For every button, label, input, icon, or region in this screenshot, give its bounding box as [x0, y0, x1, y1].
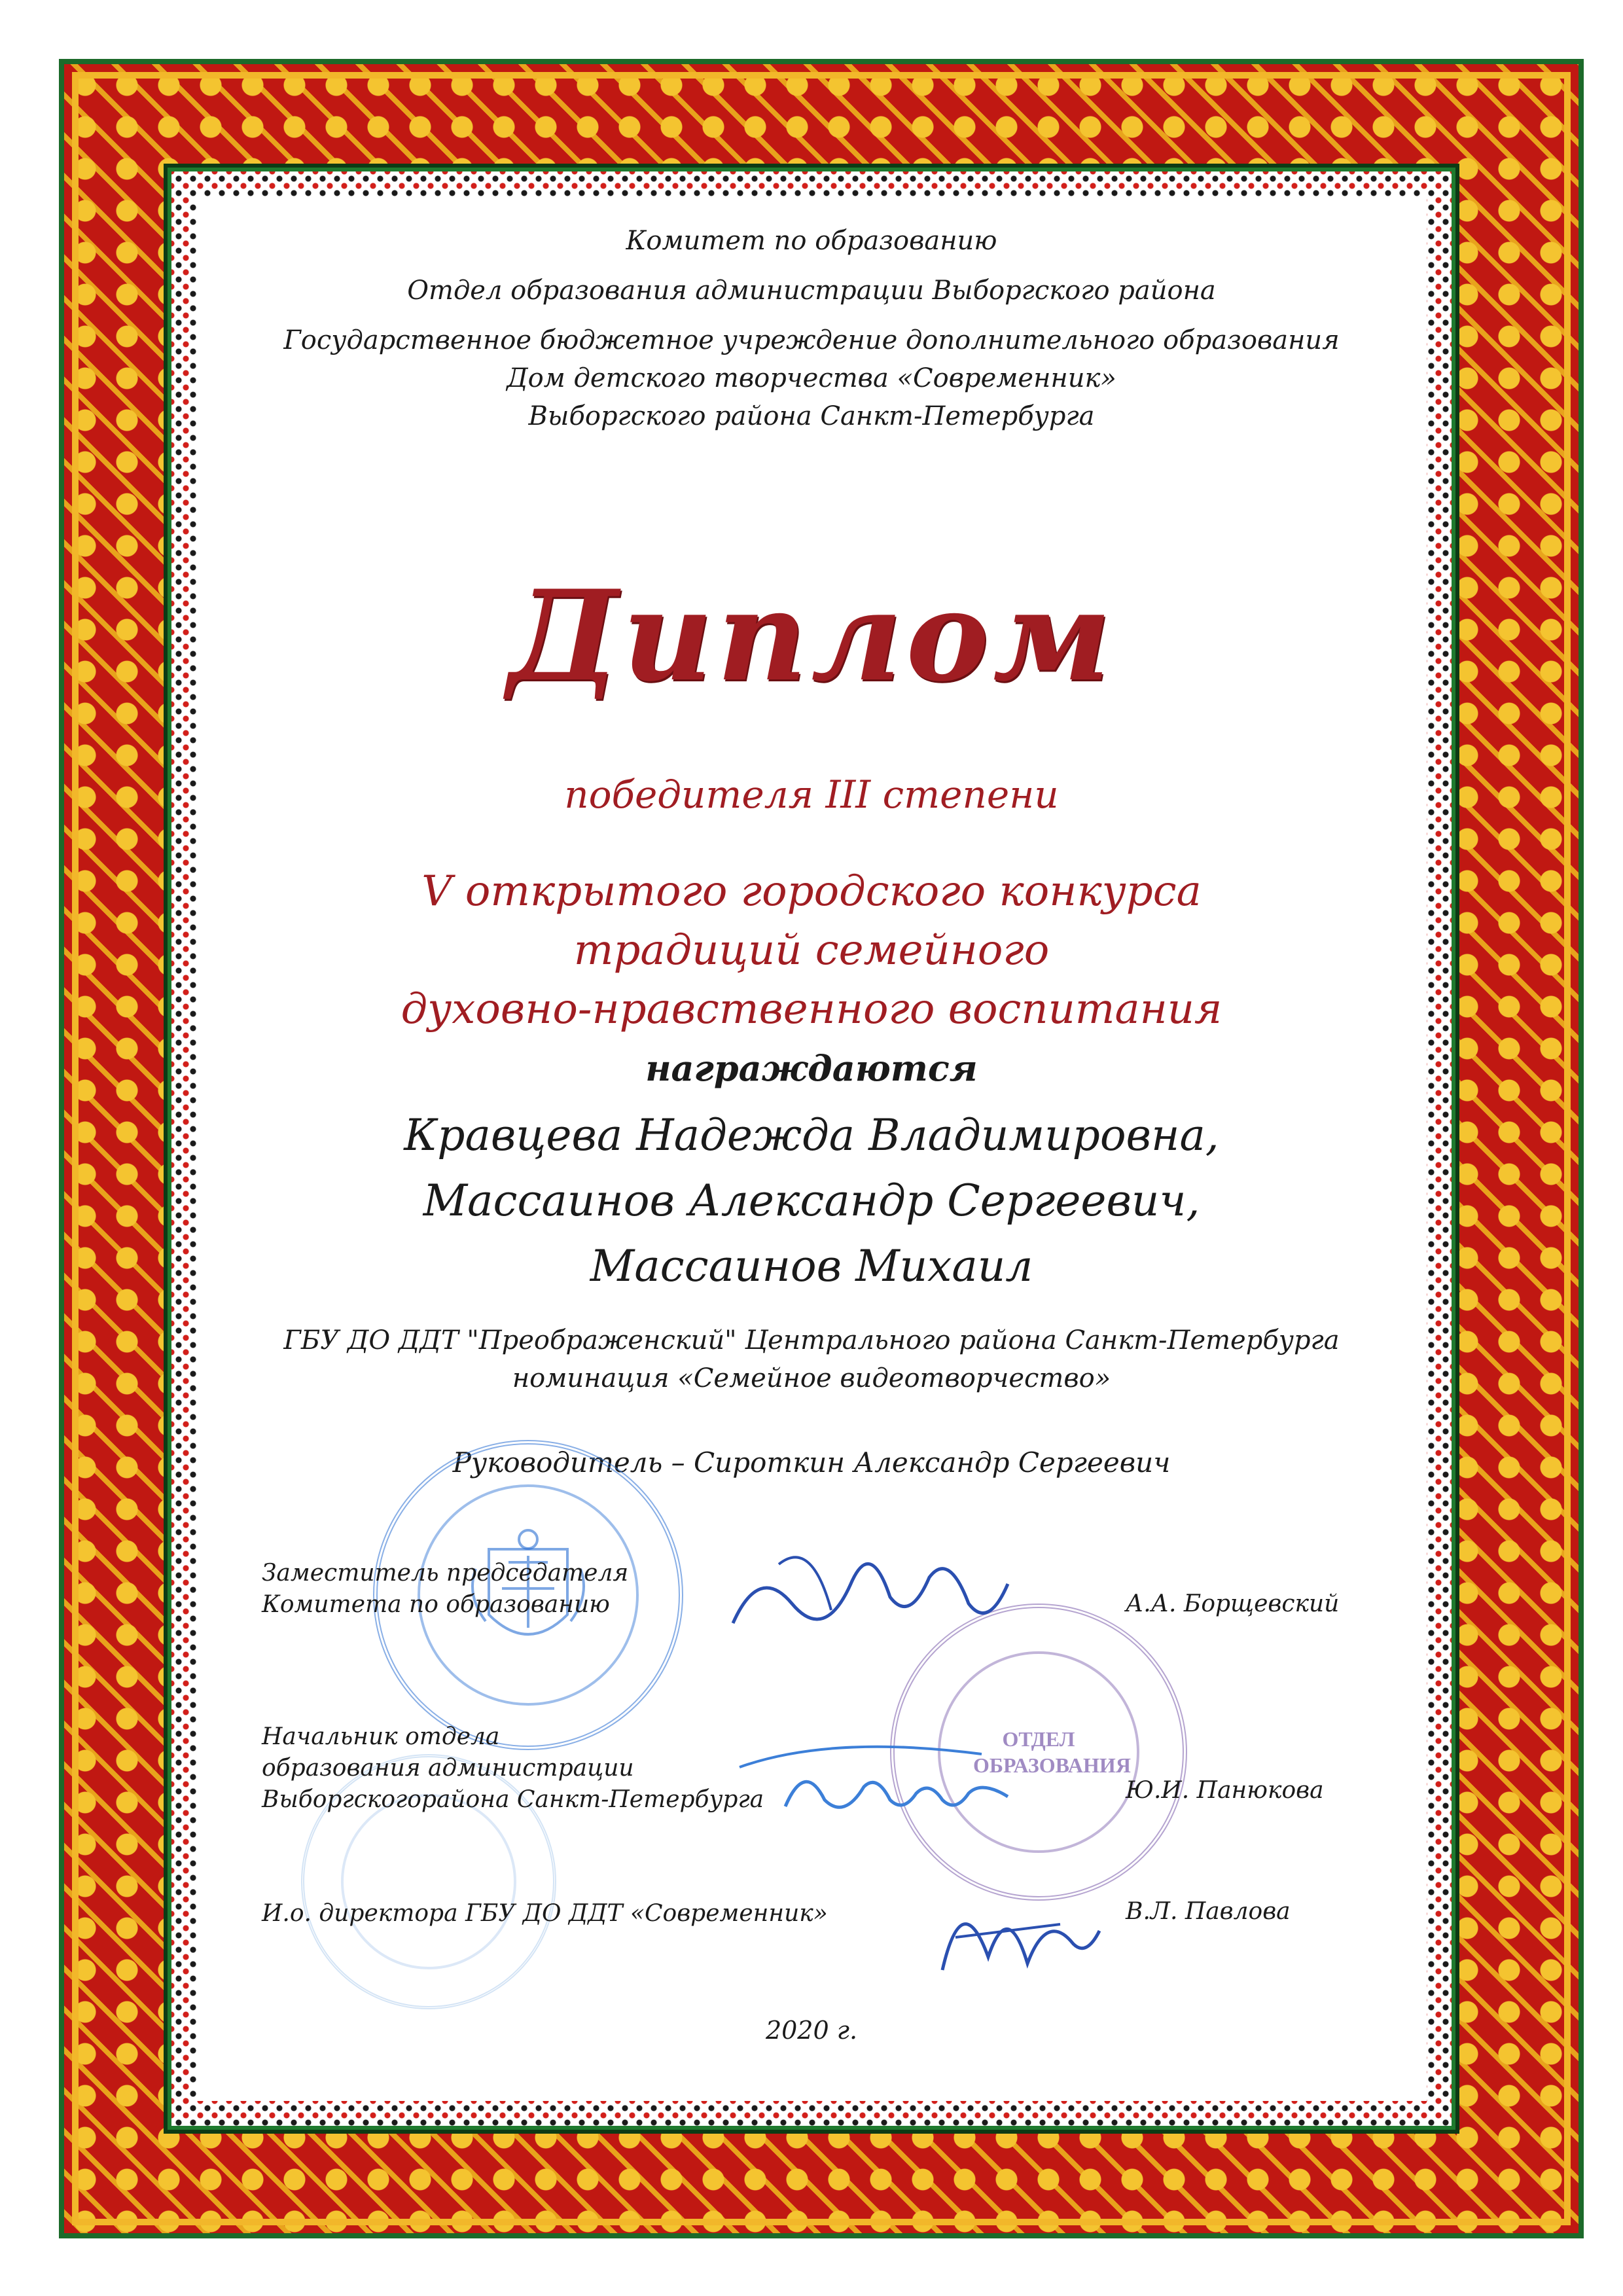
header-committee: Комитет по образованию [626, 226, 997, 256]
recipient-1: Кравцева Надежда Владимировна, [404, 1110, 1219, 1160]
competition-line3: духовно-нравственного воспитания [401, 985, 1222, 1033]
signatory-1-name: А.А. Борщевский [1126, 1590, 1340, 1617]
header-department: Отдел образования администрации Выборгского района [407, 276, 1216, 306]
header-house: Дом детского творчества «Современник» [507, 363, 1116, 393]
organization-line: ГБУ ДО ДДТ "Преображенский" Центрального района Санкт-Петербурга [283, 1325, 1340, 1355]
signatory-2-position-line2: образования администрации [262, 1755, 634, 1782]
recipient-3: Массаинов Михаил [590, 1241, 1033, 1291]
header-institution: Государственное бюджетное учреждение дополнительного образования [283, 325, 1340, 355]
nomination-line: номинация «Семейное видеотворчество» [512, 1363, 1111, 1393]
signature-3-icon [916, 1859, 1113, 1990]
signatory-3-position [262, 1898, 828, 1929]
signatory-2-position [262, 1721, 764, 1816]
signatory-2-name: Ю.И. Панюкова [1126, 1777, 1324, 1804]
competition-line2: традиций семейного [573, 926, 1050, 975]
signatory-3-name: В.Л. Павлова [1126, 1898, 1291, 1925]
department-seal-center: ОТДЕЛ ОБРАЗОВАНИЯ [973, 1727, 1131, 1777]
signatory-3-position-line1: И.о. директора ГБУ ДО ДДТ «Современник» [262, 1900, 828, 1927]
signatory-1-position-line1: Заместитель председателя [262, 1560, 629, 1587]
recipient-2: Массаинов Александр Сергеевич, [423, 1175, 1200, 1226]
diploma-body [196, 196, 1427, 2101]
signature-2-icon [733, 1728, 1021, 1833]
awarded-label: награждаются [645, 1047, 978, 1089]
signature-1-icon [720, 1525, 1021, 1656]
diploma-title: Диплом [508, 563, 1115, 709]
leader-line: Руководитель – Сироткин Александр Сергеевич [452, 1446, 1171, 1479]
competition-line1: V открытого городского конкурса [421, 867, 1202, 916]
header-district: Выборгского района Санкт-Петербурга [528, 401, 1095, 431]
issue-year: 2020 г. [765, 2016, 858, 2045]
signatory-2-position-line1: Начальник отдела [262, 1723, 500, 1750]
signatory-2-position-line3: Выборгскогорайона Санкт-Петербурга [262, 1786, 764, 1813]
signatory-1-position [262, 1558, 628, 1621]
signatory-1-position-line2: Комитета по образованию [262, 1591, 610, 1618]
degree-line: победителя III степени [564, 772, 1059, 817]
